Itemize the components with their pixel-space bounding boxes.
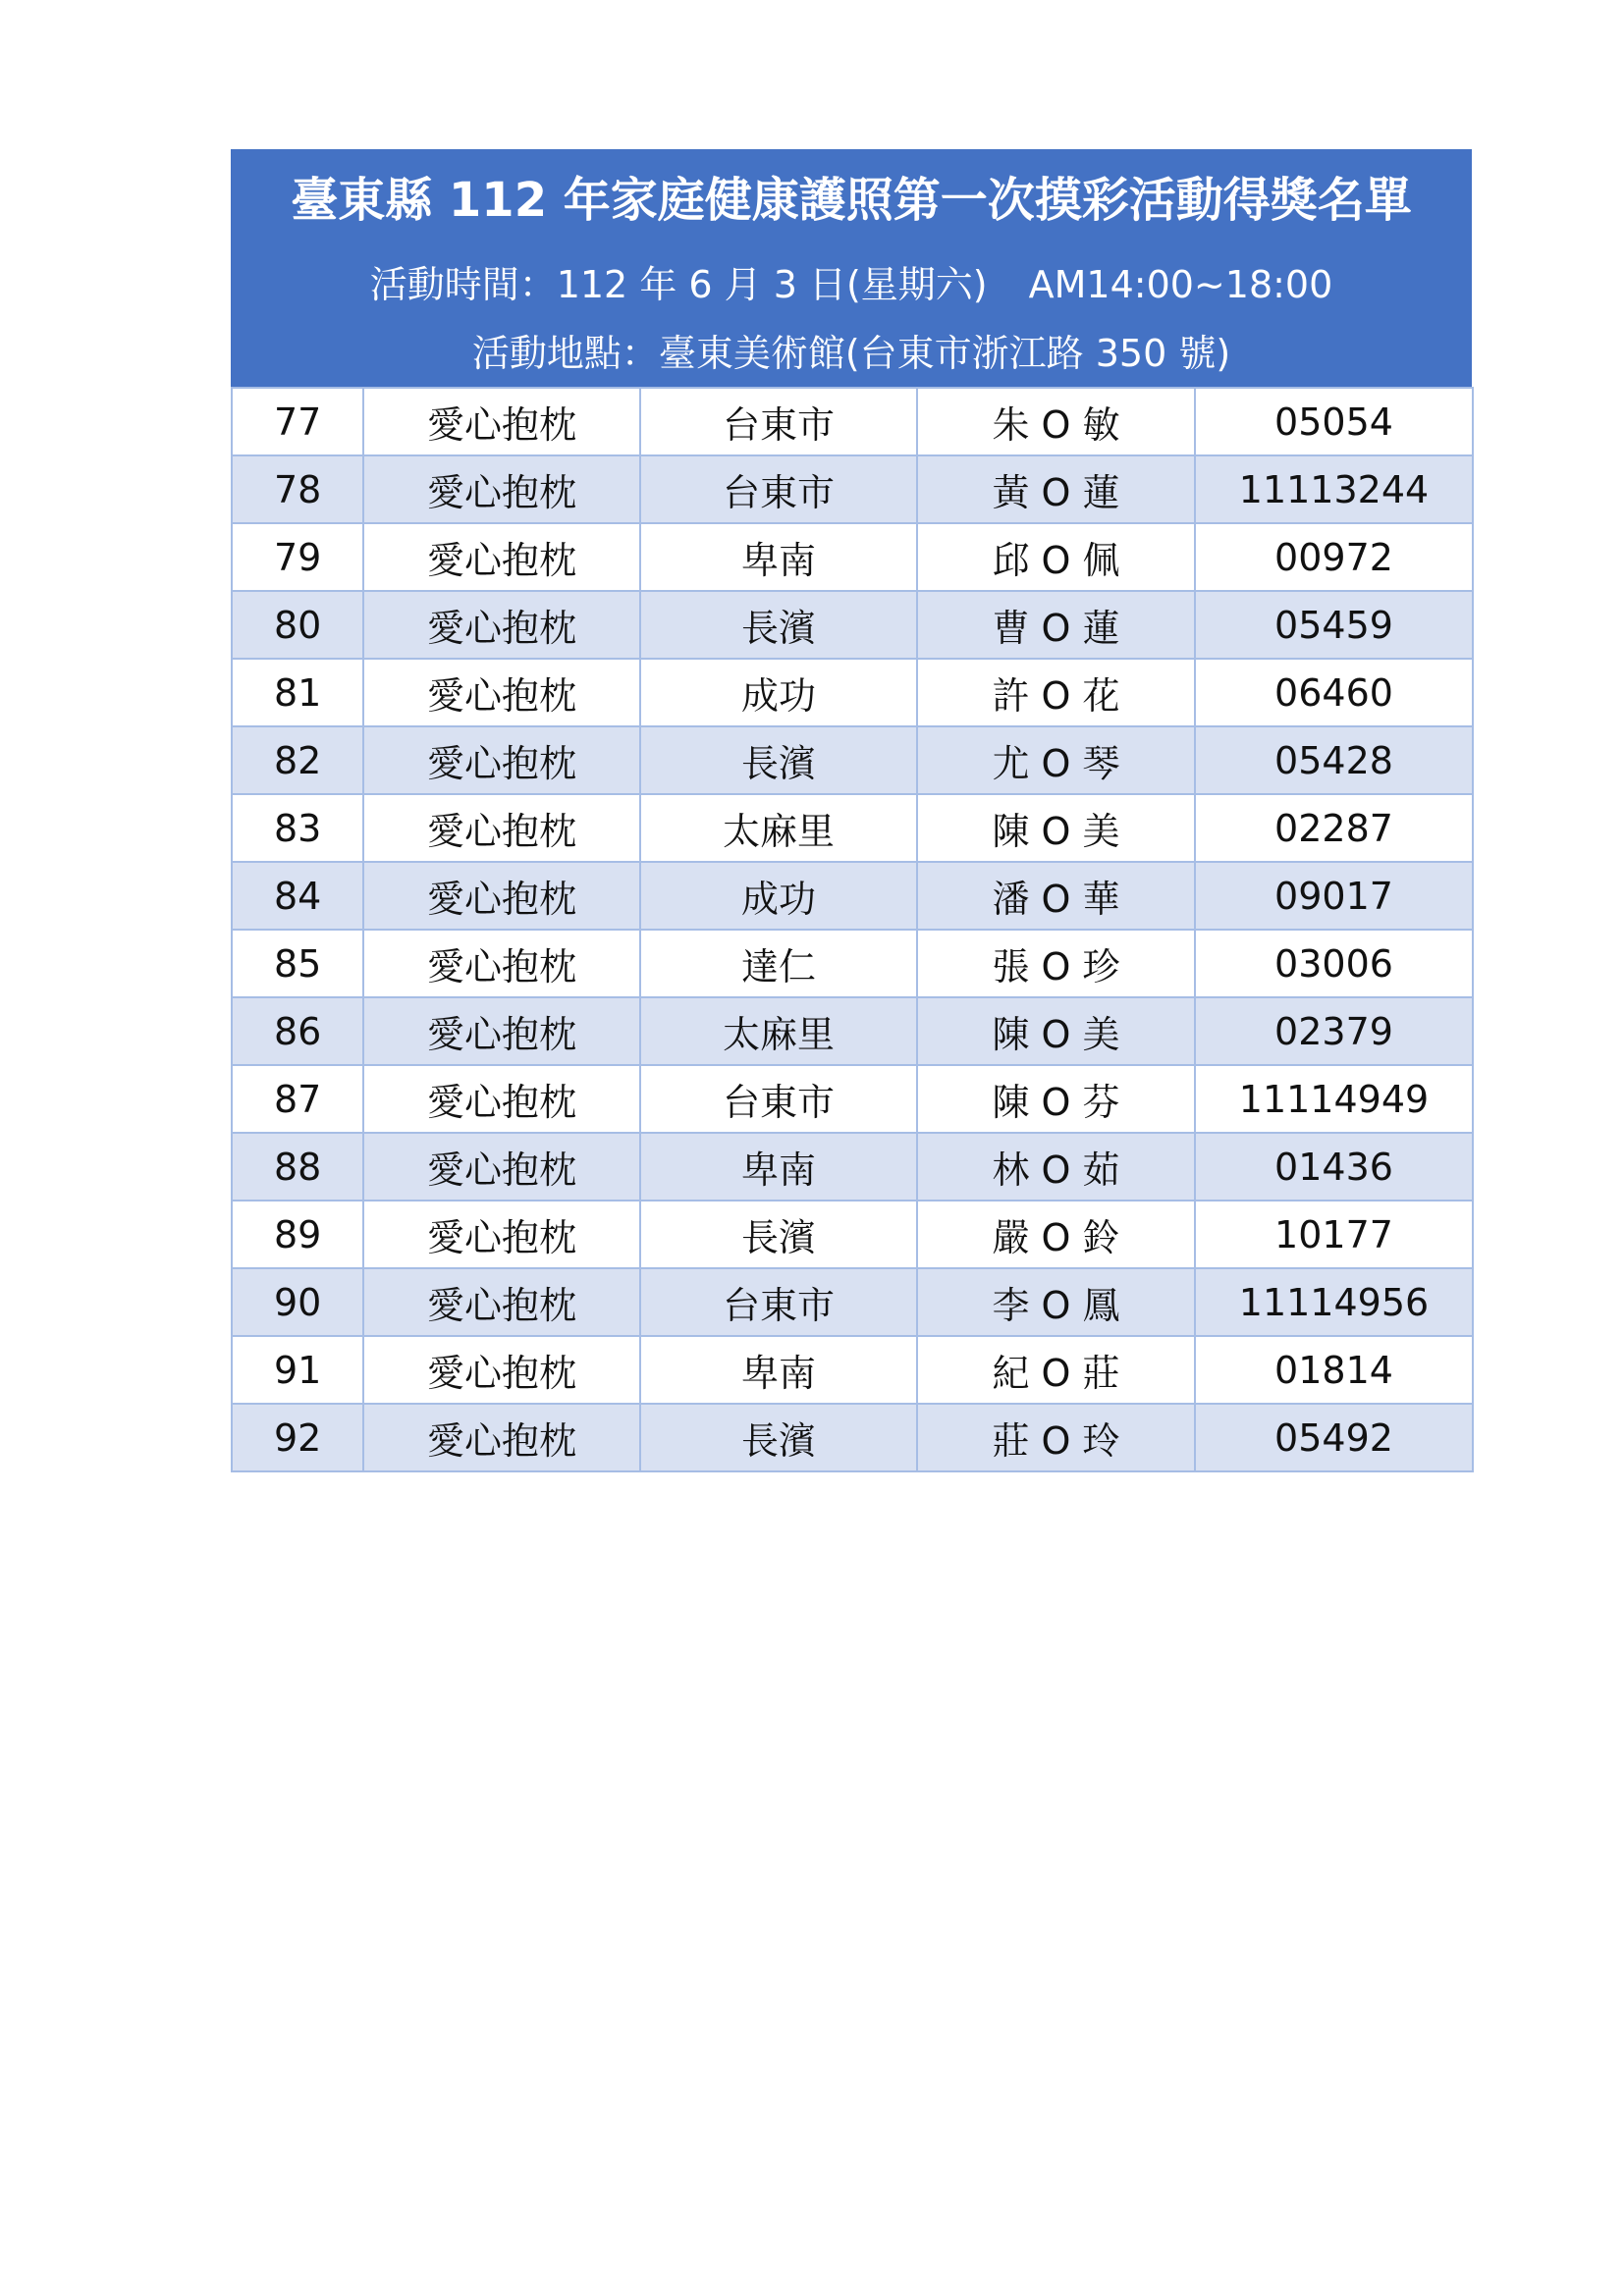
winner-code: 01436 — [1195, 1133, 1473, 1201]
event-time-hours: AM14:00~18:00 — [1028, 263, 1333, 306]
winner-number: 88 — [232, 1133, 363, 1201]
winner-area: 卑南 — [640, 1336, 917, 1404]
winner-code: 03006 — [1195, 930, 1473, 997]
winner-number: 86 — [232, 997, 363, 1065]
winner-name: 潘 O 華 — [917, 862, 1195, 930]
winner-number: 90 — [232, 1268, 363, 1336]
winner-name: 陳 O 美 — [917, 794, 1195, 862]
winner-number: 92 — [232, 1404, 363, 1471]
table-row — [232, 1336, 1473, 1404]
winner-name: 李 O 鳳 — [917, 1268, 1195, 1336]
table-row — [232, 930, 1473, 997]
winner-code: 05428 — [1195, 726, 1473, 794]
winner-area: 長濱 — [640, 591, 917, 659]
winner-name: 朱 O 敏 — [917, 388, 1195, 455]
prize-name: 愛心抱枕 — [363, 997, 640, 1065]
winner-name: 陳 O 美 — [917, 997, 1195, 1065]
table-row — [232, 1268, 1473, 1336]
prize-name: 愛心抱枕 — [363, 1065, 640, 1133]
table-row — [232, 1404, 1473, 1471]
prize-name: 愛心抱枕 — [363, 455, 640, 523]
winner-code: 05054 — [1195, 388, 1473, 455]
winner-number: 85 — [232, 930, 363, 997]
prize-name: 愛心抱枕 — [363, 1268, 640, 1336]
table-row — [232, 455, 1473, 523]
prize-name: 愛心抱枕 — [363, 726, 640, 794]
winner-number: 77 — [232, 388, 363, 455]
prize-name: 愛心抱枕 — [363, 591, 640, 659]
winner-area: 成功 — [640, 659, 917, 726]
winner-name: 尤 O 琴 — [917, 726, 1195, 794]
table-row — [232, 388, 1473, 455]
prize-name: 愛心抱枕 — [363, 388, 640, 455]
prize-name: 愛心抱枕 — [363, 930, 640, 997]
winner-number: 83 — [232, 794, 363, 862]
winner-name: 陳 O 芬 — [917, 1065, 1195, 1133]
winner-code: 11114956 — [1195, 1268, 1473, 1336]
winners-table-body — [232, 388, 1473, 1471]
prize-name: 愛心抱枕 — [363, 1201, 640, 1268]
prize-name: 愛心抱枕 — [363, 794, 640, 862]
prize-name: 愛心抱枕 — [363, 523, 640, 591]
winner-number: 82 — [232, 726, 363, 794]
table-row — [232, 523, 1473, 591]
winner-code: 11113244 — [1195, 455, 1473, 523]
winner-area: 太麻里 — [640, 997, 917, 1065]
winner-area: 台東市 — [640, 1065, 917, 1133]
winner-number: 87 — [232, 1065, 363, 1133]
event-time-label: 活動時間：112 年 6 月 3 日(星期六) — [369, 263, 988, 306]
winner-area: 成功 — [640, 862, 917, 930]
winner-number: 78 — [232, 455, 363, 523]
winner-name: 張 O 珍 — [917, 930, 1195, 997]
winner-code: 10177 — [1195, 1201, 1473, 1268]
prize-name: 愛心抱枕 — [363, 1404, 640, 1471]
table-row — [232, 862, 1473, 930]
prize-name: 愛心抱枕 — [363, 1336, 640, 1404]
winner-code: 05492 — [1195, 1404, 1473, 1471]
winner-code: 09017 — [1195, 862, 1473, 930]
winner-code: 01814 — [1195, 1336, 1473, 1404]
winner-name: 嚴 O 鈴 — [917, 1201, 1195, 1268]
winner-name: 黃 O 蓮 — [917, 455, 1195, 523]
list-header — [231, 149, 1472, 387]
event-time — [233, 260, 1470, 309]
winner-code: 02379 — [1195, 997, 1473, 1065]
winner-code: 05459 — [1195, 591, 1473, 659]
winner-number: 84 — [232, 862, 363, 930]
table-row — [232, 726, 1473, 794]
document-title: 臺東縣 112 年家庭健康護照第一次摸彩活動得獎名單 — [291, 173, 1412, 228]
table-row — [232, 1201, 1473, 1268]
winner-area: 達仁 — [640, 930, 917, 997]
winner-area: 長濱 — [640, 726, 917, 794]
winner-number: 91 — [232, 1336, 363, 1404]
prize-name: 愛心抱枕 — [363, 659, 640, 726]
winner-name: 邱 O 佩 — [917, 523, 1195, 591]
event-place: 活動地點：臺東美術館(台東市浙江路 350 號) — [471, 332, 1231, 375]
prize-name: 愛心抱枕 — [363, 1133, 640, 1201]
winner-area: 台東市 — [640, 455, 917, 523]
table-row — [232, 1065, 1473, 1133]
prize-name: 愛心抱枕 — [363, 862, 640, 930]
winner-code: 06460 — [1195, 659, 1473, 726]
winners-table — [231, 387, 1474, 1472]
winner-list-sheet — [231, 149, 1472, 1472]
winner-name: 紀 O 莊 — [917, 1336, 1195, 1404]
winner-number: 81 — [232, 659, 363, 726]
winner-area: 卑南 — [640, 1133, 917, 1201]
winner-area: 長濱 — [640, 1201, 917, 1268]
table-row — [232, 794, 1473, 862]
winner-code: 11114949 — [1195, 1065, 1473, 1133]
winner-number: 79 — [232, 523, 363, 591]
winner-name: 曹 O 蓮 — [917, 591, 1195, 659]
winner-code: 00972 — [1195, 523, 1473, 591]
winner-area: 太麻里 — [640, 794, 917, 862]
table-row — [232, 659, 1473, 726]
winner-area: 卑南 — [640, 523, 917, 591]
winner-name: 林 O 茹 — [917, 1133, 1195, 1201]
winner-code: 02287 — [1195, 794, 1473, 862]
winner-number: 89 — [232, 1201, 363, 1268]
winner-area: 台東市 — [640, 1268, 917, 1336]
winner-area: 長濱 — [640, 1404, 917, 1471]
table-row — [232, 1133, 1473, 1201]
winner-area: 台東市 — [640, 388, 917, 455]
winner-name: 許 O 花 — [917, 659, 1195, 726]
winner-number: 80 — [232, 591, 363, 659]
table-row — [232, 591, 1473, 659]
table-row — [232, 997, 1473, 1065]
winner-name: 莊 O 玲 — [917, 1404, 1195, 1471]
